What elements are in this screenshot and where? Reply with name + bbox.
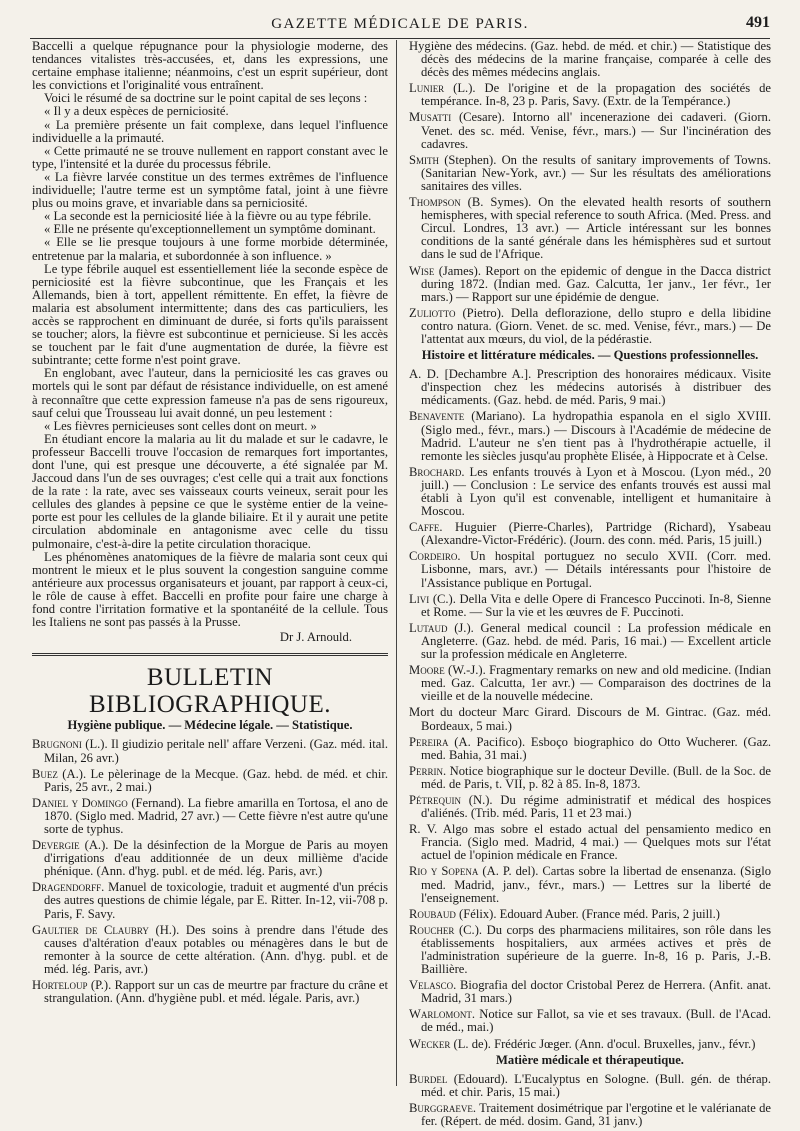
bibliography-entry bbox=[409, 908, 771, 921]
entry-author: Zuliotto bbox=[409, 305, 456, 320]
entry-author: Pereira bbox=[409, 734, 449, 749]
bibliography-entry bbox=[409, 865, 771, 904]
entry-author: Caffe bbox=[409, 520, 440, 535]
entry-text: . Traitement dosimétrique par l'ergotine et le valérianate de fer. (Répert. de méd. dosim. Gand, 31 janv.) bbox=[421, 1100, 771, 1129]
bibliography-entry bbox=[409, 40, 771, 79]
entry-author: Brochard bbox=[409, 464, 462, 479]
entry-text: (A. P. del). Cartas sobre la libertad de ensenanza. (Siglo med. Madrid, janv., févr., mars.) — Lettres sur la liberté de l'enseignement. bbox=[421, 864, 771, 905]
section-heading-matiere: Matière médicale et thérapeutique. bbox=[496, 1052, 684, 1067]
entry-author: Lutaud bbox=[409, 620, 448, 635]
entry-author: Thompson bbox=[409, 195, 461, 210]
entry-text: . Notice sur Fallot, sa vie et ses travaux. (Bull. de l'Acad. de méd., mai.) bbox=[421, 1007, 771, 1035]
bibliography-list-hygiene bbox=[32, 738, 388, 1005]
entry-author: Smith bbox=[409, 152, 440, 167]
bibliography-entry bbox=[409, 154, 771, 193]
bibliography-entry bbox=[409, 521, 771, 547]
entry-text: (C.). Della Vita e delle Opere di Francesco Puccinoti. In-8, Sienne et Rome. — Sur la vie et les œuvres de F. Puccinoti. bbox=[421, 591, 771, 619]
entry-text: (James). Report on the epidemic of dengue in the Dacca district during 1872. (Indian med. Gaz. Calcutta, 1er janv., 1er févr., 1er mars.) — Rapport sur une épidémie de dengue. bbox=[421, 263, 771, 304]
entry-author: Dragendorff bbox=[32, 880, 102, 895]
entry-author: Moore bbox=[409, 663, 445, 678]
bibliography-entry bbox=[32, 839, 388, 878]
entry-author: Wecker bbox=[409, 1036, 451, 1051]
article-paragraph: « Cette primauté ne se trouve nullement en rapport constant avec le type, l'intensité et la durée du processus fébrile. bbox=[32, 143, 388, 171]
entry-author: Devergie bbox=[32, 838, 80, 853]
article-paragraph: Le type fébrile auquel est essentiellement liée la seconde espèce de perniciosité est la fièvre subcontinue, que les Français et les Allemands, bien à tort, appellent rémittente. En effet, la fièvre de malaria est absolument intermittente; dans des cas particuliers, les accès se rapprochent en diminuant de durée, si forts qu'ils paraissent se toucher; alors, la fièvre est subcontinue et pernicieuse. Si les accès se touchent par le fait d'une augmentation de durée, la fièvre est subintrante; cette forme n'est point grave. bbox=[32, 261, 388, 368]
bibliography-entry bbox=[409, 1073, 771, 1099]
bibliography-entry bbox=[409, 924, 771, 976]
article-paragraph: Baccelli a quelque répugnance pour la physiologie moderne, des tendances vitalistes très-accusées, et, dans les expressions, une certaine emphase italienne; néanmoins, c'est un esprit supérieur, dont les convictions et l'originalité vous entraînent. bbox=[32, 39, 388, 93]
bibliography-entry bbox=[409, 368, 771, 407]
article-paragraph: « La première présente un fait complexe, dans lequel l'influence individuelle a la primauté. bbox=[32, 117, 388, 145]
entry-author: Wise bbox=[409, 263, 435, 278]
bibliography-entry bbox=[409, 593, 771, 619]
bibliography-entry bbox=[409, 979, 771, 1005]
bibliography-entry bbox=[409, 706, 771, 732]
entry-text: (Edouard). L'Eucalyptus en Sologne. (Bull. gén. de thérap. méd. et chir. Paris, 15 mai.) bbox=[421, 1071, 771, 1099]
bibliography-entry bbox=[409, 823, 771, 862]
article-paragraph: En étudiant encore la malaria au lit du malade et sur le cadavre, le professeur Baccelli trouve l'occasion de remarques fort importantes, dont l'une, qui est presque une découverte, a été signalée par M. Jaccoud dans l'un de ses ouvrages; c'est celle qui a trait aux fonctions de la rate : la rate, avec ses vaisseaux courts veineux, serait pour les cellules des glandes à pepsine ce que le système entier de la veine-porte est pour les cellules de la glande biliaire. Et il y aurait une petite circulation abdominale en antagonisme avec celle du tissu pulmonaire, c'est-à-dire la petite circulation thoracique. bbox=[32, 431, 388, 551]
entry-text: (A.). Le pèlerinage de la Mecque. (Gaz. hebd. de méd. et chir. Paris, 25 avr., 2 mai.) bbox=[44, 766, 388, 794]
entry-text: . Biografia del doctor Cristobal Perez de Herrera. (Anfit. anat. Madrid, 31 mars.) bbox=[421, 978, 771, 1006]
entry-author: Burggraeve bbox=[409, 1100, 473, 1115]
bibliography-entry bbox=[409, 765, 771, 791]
journal-title: GAZETTE MÉDICALE DE PARIS. bbox=[271, 16, 529, 32]
bibliography-entry bbox=[409, 550, 771, 589]
article-paragraph: « La fièvre larvée constitue un des termes extrêmes de l'influence individuelle; l'autre terme est un symptôme fatal, joint à une fièvre plus ou moins grave, et invariable dans sa perniciosité. bbox=[32, 169, 388, 211]
entry-author: Gaultier de Claubry bbox=[32, 922, 149, 937]
section-heading-hygiene: Hygiène publique. — Médecine légale. — Statistique. bbox=[67, 718, 353, 733]
entry-author: A. D. bbox=[409, 367, 440, 382]
entry-text: (N.). Du régime administratif et médical des hospices d'aliénés. (Trib. méd. Paris, 11 et 23 mai.) bbox=[421, 792, 771, 821]
entry-author: Warlomont bbox=[409, 1007, 472, 1022]
entry-author: Cordeiro bbox=[409, 549, 458, 564]
column-divider bbox=[396, 40, 397, 1086]
entry-author: Horteloup bbox=[32, 978, 88, 992]
entry-text: (Fernand). La fiebre amarilla en Tortosa, el ano de 1870. (Siglo med. Madrid, 27 avr.) — Cette fièvre n'est autre qu'une sorte de typhus. bbox=[44, 795, 388, 836]
bibliography-entry bbox=[409, 196, 771, 261]
bibliography-entry bbox=[409, 82, 771, 108]
bibliography-entry bbox=[409, 664, 771, 703]
entry-author: Pétrequin bbox=[409, 792, 461, 807]
entry-text: (L.). De l'origine et de la propagation des sociétés de tempérance. In-8, 23 p. Paris, Savy. (Extr. de la Tempérance.) bbox=[421, 81, 771, 109]
entry-text: (P.). Rapport sur un cas de meurtre par fracture du crâne et strangulation. (Ann. d'hygiène publ. et méd. légale. Paris, avr.) bbox=[44, 978, 388, 1006]
bibliography-list-histoire bbox=[409, 368, 771, 1051]
entry-text: Algo mas sobre el estado actual del pensamiento medico en Francia. (Siglo med. Madrid, 4 mai.) — Quelques mots sur l'état actuel de l'opinion médicale en France. bbox=[421, 822, 771, 863]
entry-text: (Pietro). Della deflorazione, dello stupro e della libidine contro natura. (Giorn. Venet. de sc. med. Venise, févr., mars.) — De l'attentat aux mœurs, du viol, de la pédérastie. bbox=[421, 305, 771, 346]
bibliography-entry bbox=[409, 736, 771, 762]
entry-author: Rio y Sopena bbox=[409, 864, 479, 879]
entry-author: Roubaud bbox=[409, 906, 456, 921]
entry-author: Velasco bbox=[409, 978, 454, 993]
entry-author: Roucher bbox=[409, 922, 455, 937]
entry-author: Benavente bbox=[409, 409, 465, 424]
bibliography-entry bbox=[409, 1008, 771, 1034]
entry-text: (B. Symes). On the elevated health resorts of southern hemispheres, with special reference to south Africa. (Med. Press. and Circul. Londres, 13 avr.) — Article intéressant sur les bonnes conditions de la santé générale dans les hémisphères sud et surtout dans le sud de l'Afrique. bbox=[421, 195, 771, 262]
entry-text: (J.). General medical council : La profession médicale en Angleterre. (Gaz. hebd. de méd. Paris, 16 mai.) — Excellent article sur la profession médicale en Angleterre. bbox=[421, 620, 771, 662]
entry-text: (A.). De la désinfection de la Morgue de Paris au moyen d'irrigations d'eau additionnée de un deux millième d'acide phénique. (Ann. d'hyg. publ. et de méd. lég. Paris, avr.) bbox=[44, 838, 388, 879]
right-column bbox=[409, 40, 771, 1131]
entry-text: (Mariano). La hydropathia espanola en el siglo XVIII. (Siglo med., févr., mars.) — Discours à l'Académie de médecine de Madrid. L'auteur ne s'en tient pas à l'hydrothérapie actuelle, il remonte les siècles jusqu'au prophète Elisée, à Hippocrate et à Celse. bbox=[421, 409, 771, 463]
entry-text: (C.). Du corps des pharmaciens militaires, son rôle dans les établissements hospitaliers, aux armées actives et près de l'administration supérieure de la guerre. In-8, 16 p. Paris, J.-B. Baillière. bbox=[421, 922, 771, 977]
bibliography-entry bbox=[409, 111, 771, 150]
article-paragraph: Voici le résumé de sa doctrine sur le point capital de ses leçons : bbox=[44, 91, 368, 106]
entry-text: . Un hospital portuguez no seculo XVII. (Corr. med. Lisbonne, mars, avr.) — Détails intéressants pour l'histoire de l'Assistance publique en Portugal. bbox=[421, 549, 771, 590]
entry-author: R. V. bbox=[409, 822, 438, 837]
entry-text: Hygiène des médecins. (Gaz. hebd. de méd. et chir.) — Statistique des décès des médecins de la marine française, comparée à celle des décès des mêmes médecins anglais. bbox=[409, 39, 771, 80]
bibliography-entry bbox=[409, 1102, 771, 1128]
bibliography-entry bbox=[32, 924, 388, 976]
entry-text: [Dechambre A.]. Prescription des honoraires médicaux. Visite d'inspection chez les médecins autorisés à distribuer des médicaments. (Gaz. hebd. de méd. Paris, 9 mai.) bbox=[421, 367, 771, 408]
entry-text: (Cesare). Intorno all' incenerazione dei cadaveri. (Giorn. Venet. des sc. méd. Venise, févr., mars.) — Sur l'incinération des cadavres. bbox=[421, 110, 771, 151]
entry-author: Burdel bbox=[409, 1071, 448, 1086]
bibliography-entry bbox=[409, 1038, 771, 1051]
entry-text: (A. Pacifico). Esboço biographico do Otto Wucherer. (Gaz. med. Bahia, 31 mai.) bbox=[421, 734, 771, 762]
bibliography-entry bbox=[409, 265, 771, 304]
page-number: 491 bbox=[746, 14, 770, 31]
article-paragraph: « La seconde est la perniciosité liée à la fièvre ou au type fébrile. bbox=[44, 209, 372, 224]
article-paragraph: « Les fièvres pernicieuses sont celles dont on meurt. » bbox=[44, 418, 317, 433]
entry-author: Musatti bbox=[409, 110, 452, 125]
article-paragraph: Les phénomènes anatomiques de la fièvre de malaria sont ceux qui montrent le mieux et le plus souvent la congestion sanguine comme antérieure aux processus organisateurs et jouant, par rapport à ceux-ci, le rôle de cause à effet. Baccelli en profite pour faire une charge à fond contre l'irritation formative et la spontanéité de la cellule. Tous les Italiens ne sont pas passés à la Prusse. bbox=[32, 549, 388, 630]
left-column bbox=[32, 40, 388, 1008]
entry-text: . Manuel de toxicologie, traduit et augmenté d'un précis des autres questions de chimie légale, par E. Ritter. In-12, vii-708 p. Paris, F. Savy. bbox=[44, 880, 388, 921]
entry-text: (H.). Des soins à prendre dans l'étude des causes d'altération d'eaux potables ou ménagères dans le but de remonter à la source de cette altération. (Ann. d'hyg. publ. et de méd. lég. Paris, avr.) bbox=[44, 922, 388, 976]
entry-text: (W.-J.). Fragmentary remarks on new and old medicine. (Indian med. Gaz. Calcutta, 1er avr.) — Comparaison des doctrines de la vieille et de la nouvelle médecine. bbox=[421, 663, 771, 704]
entry-author: Brugnoni bbox=[32, 737, 82, 752]
article-body bbox=[32, 40, 388, 629]
entry-text: Mort du docteur Marc Girard. Discours de M. Gintrac. (Gaz. méd. Bordeaux, 5 mai.) bbox=[409, 705, 771, 733]
section-heading-histoire: Histoire et littérature médicales. — Questions professionnelles. bbox=[421, 348, 759, 363]
entry-text: (Stephen). On the results of sanitary improvements of Towns. (Sanitarian New-York, avr.) — Sur les résultats des améliorations sanitaires des villes. bbox=[421, 152, 771, 193]
article-paragraph: « Elle ne présente qu'exceptionnellement un symptôme dominant. bbox=[44, 222, 376, 237]
bibliography-entry bbox=[409, 466, 771, 518]
entry-text: . Les enfants trouvés à Lyon et à Moscou. (Lyon méd., 20 juill.) — Conclusion : Le service des enfants trouvés est aussi mal établi à Lyon qu'il est convenable, intelligent et humanitaire à Moscou. bbox=[421, 464, 771, 519]
bibliography-entry bbox=[409, 307, 771, 346]
entry-author: Perrin bbox=[409, 763, 444, 778]
entry-author: Lunier bbox=[409, 81, 445, 96]
bibliography-entry bbox=[32, 738, 388, 764]
article-paragraph: « Il y a deux espèces de perniciosité. bbox=[44, 104, 229, 119]
bibliography-entry bbox=[409, 622, 771, 661]
bibliography-entry bbox=[409, 794, 771, 820]
bibliography-list-matiere bbox=[409, 1073, 771, 1128]
page-header bbox=[30, 12, 770, 39]
bibliography-entry bbox=[32, 797, 388, 836]
entry-text: . Notice biographique sur le docteur Deville. (Bull. de la Soc. de méd. de Paris, t. VII, p. 82 à 85. In-8, 1873. bbox=[421, 763, 771, 791]
entry-author: Livi bbox=[409, 591, 430, 606]
bibliography-entry bbox=[32, 881, 388, 920]
entry-text: (L. de). Frédéric Jœger. (Ann. d'ocul. Bruxelles, janv., févr.) bbox=[450, 1036, 756, 1051]
article-paragraph: « Elle se lie presque toujours à une forme morbide déterminée, entretenue par la malaria, et subordonnée à son influence. » bbox=[32, 235, 388, 263]
entry-text: (L.). Il giudizio peritale nell' affare Verzeni. (Gaz. méd. ital. Milan, 26 avr.) bbox=[44, 737, 388, 765]
bibliography-list-hygiene-cont bbox=[409, 40, 771, 346]
bibliography-entry bbox=[32, 979, 388, 1005]
bibliography-entry bbox=[32, 768, 388, 794]
entry-author: Daniel y Domingo bbox=[32, 795, 128, 810]
section-rule bbox=[32, 653, 388, 656]
bulletin-title: BULLETIN BIBLIOGRAPHIQUE. bbox=[88, 664, 332, 719]
entry-text: (Félix). Edouard Auber. (France méd. Paris, 2 juill.) bbox=[455, 906, 720, 921]
entry-text: . Huguier (Pierre-Charles), Partridge (Richard), Ysabeau (Alexandre-Victor-Frédéric). (Journ. des conn. méd. Paris, 15 juill.) bbox=[421, 520, 771, 548]
bibliography-entry bbox=[409, 410, 771, 462]
entry-author: Buez bbox=[32, 766, 58, 781]
article-signature: Dr J. Arnould. bbox=[279, 630, 352, 645]
article-paragraph: En englobant, avec l'auteur, dans la perniciosité les cas graves ou mortels qui le sont par défaut de résistance individuelle, on est amené à reconnaître que cette expression fameuse n'a pas de sens rigoureux, sauf celui que Trousseau lui avait donné, un peu lestement : bbox=[32, 366, 388, 420]
